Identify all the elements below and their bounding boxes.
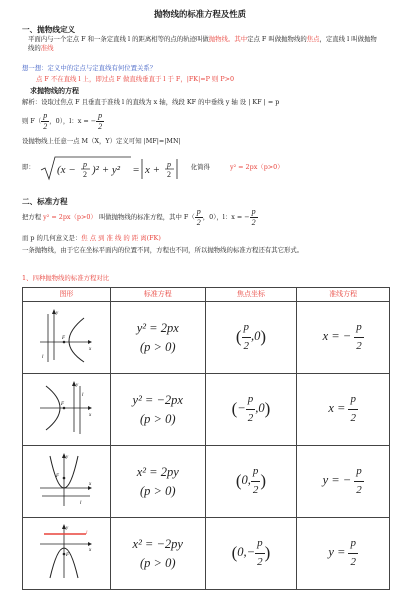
focus-cell: ( $\frac{p}{2}$ ,0)	[205, 302, 297, 374]
svg-text:l: l	[42, 354, 44, 360]
equation: y² = 2px	[136, 321, 179, 336]
def-text-1: 平面内与一个定点 F 和一条定直线 l 的距离相等的点的轨迹叫做	[28, 35, 209, 43]
svg-text:2: 2	[82, 170, 87, 179]
graph-down-opening	[23, 518, 111, 590]
derive-line-1: 解析：设取过焦点 F 且垂直于准线 l 的直线为 x 轴，线段 KF 的中垂线 y 轴 设 | KF | = p	[22, 98, 280, 106]
svg-text:x: x	[89, 346, 92, 352]
def-highlight-directrix: 准线	[40, 44, 54, 53]
svg-text:p: p	[82, 160, 87, 169]
svg-text:y: y	[76, 382, 79, 388]
think-answer: 点 F 不在直线 l 上，即过点 F 做直线垂直于 l 于 F，|FK|=P 则 P>0	[36, 75, 235, 83]
graph-right-opening	[23, 302, 111, 374]
svg-text:F: F	[56, 473, 60, 479]
definition-paragraph	[28, 35, 383, 54]
header-directrix: 准线方程	[297, 288, 390, 302]
def-highlight-focus: 焦点	[306, 35, 320, 43]
header-focus: 焦点坐标	[205, 288, 297, 302]
header-equation: 标准方程	[110, 288, 205, 302]
p-meaning-line	[22, 234, 161, 243]
graph-left-opening	[23, 374, 111, 446]
derive-2a: 则 F（	[22, 116, 42, 125]
directrix-cell: y = − $\frac{p}{2}$	[297, 446, 390, 518]
derive-4b: 化简得	[190, 163, 210, 172]
table-row	[23, 374, 390, 446]
svg-text:x: x	[89, 481, 92, 487]
table-row	[23, 446, 390, 518]
focus-cell: (0, $\frac{p}{2}$ )	[205, 446, 297, 518]
parabola-left-graph	[36, 378, 96, 436]
svg-text:F: F	[66, 552, 70, 558]
svg-text:=: =	[132, 164, 139, 176]
svg-text:p: p	[166, 160, 171, 169]
condition: (p > 0)	[139, 339, 176, 354]
fraction-p-over-2: $\frac{p}{2}$	[251, 207, 256, 227]
s2-line2a: 而 p 的几何意义是：	[22, 234, 82, 242]
directrix: x = −	[322, 329, 352, 344]
equation-cell	[110, 374, 205, 446]
derive-heading: 求抛物线的方程	[30, 87, 79, 95]
table-row	[23, 518, 390, 590]
s2-p-meaning: 焦 点 到 准 线 的 距 离(FK)	[81, 234, 161, 242]
fraction-p-over-2: $\frac{p}{2}$	[98, 111, 103, 131]
derive-4a: 即：	[22, 163, 35, 172]
table-row	[23, 302, 390, 374]
svg-text:l: l	[80, 500, 82, 506]
equation-cell	[110, 518, 205, 590]
standard-equations-table	[22, 287, 390, 590]
s2-line1d: ，0），l：x = −	[202, 212, 250, 221]
s2-standard-equation: y² = 2px（p>0）	[43, 212, 97, 221]
distance-equation-formula	[39, 155, 189, 181]
directrix: y =	[328, 545, 346, 560]
parabola-up-graph	[36, 450, 96, 508]
page-title: 抛物线的标准方程及性质	[153, 9, 247, 19]
derive-2b: ，0），l：x = −	[49, 116, 97, 125]
condition: (p > 0)	[139, 411, 176, 426]
def-text-4: ，定直线 l 叫做抛物线的	[28, 35, 377, 53]
derive-line-4	[22, 155, 284, 181]
directrix-cell: x = − $\frac{p}{2}$	[297, 302, 390, 374]
header-graph: 图形	[23, 288, 111, 302]
def-text-3: 定点 F 叫做抛物线的	[247, 35, 307, 43]
condition: (p > 0)	[139, 555, 176, 570]
other-forms-paragraph: 一条抛物线，由于它在坐标平面内的位置不同，方程也不同，所以抛物线的标准方程还有其它形式。	[22, 246, 304, 254]
svg-text:F: F	[61, 401, 65, 407]
equation: x² = 2py	[136, 465, 179, 480]
svg-text:2: 2	[166, 170, 171, 179]
derive-line-2	[22, 112, 104, 131]
directrix: x =	[328, 401, 346, 416]
svg-text:x: x	[89, 547, 92, 553]
svg-text:y: y	[66, 454, 69, 460]
derive-result: y² = 2px（p>0）	[229, 163, 284, 172]
think-question: 想一想：定义中的定点与定直线有何位置关系？	[22, 64, 157, 72]
svg-text:x: x	[89, 412, 92, 418]
equation-cell	[110, 446, 205, 518]
table-header-row	[23, 288, 390, 302]
svg-text:y: y	[56, 310, 59, 316]
comparison-list-title: 1、四种抛物线的标准方程对比	[22, 274, 110, 282]
equation: x² = −2py	[132, 537, 183, 552]
def-highlight-parabola: 抛物线。	[208, 35, 235, 43]
svg-text:)² + y²: )² + y²	[91, 164, 120, 176]
svg-text:(x −: (x −	[56, 164, 76, 176]
section-2-heading: 二、标准方程	[22, 197, 68, 206]
def-text-2: 其中	[234, 35, 248, 43]
svg-text:y: y	[66, 525, 69, 531]
directrix-cell: y = $\frac{p}{2}$	[297, 518, 390, 590]
svg-text:l: l	[82, 392, 84, 398]
directrix-cell: x = $\frac{p}{2}$	[297, 374, 390, 446]
parabola-down-graph	[36, 522, 96, 580]
fraction-p-over-2: $\frac{p}{2}$	[43, 111, 48, 131]
fraction-p-over-2: $\frac{p}{2}$	[196, 207, 201, 227]
directrix: y = −	[322, 473, 352, 488]
section-1-heading: 一、抛物线定义	[22, 25, 76, 34]
focus-cell: (− $\frac{p}{2}$ ,0)	[205, 374, 297, 446]
svg-text:x +: x +	[144, 164, 160, 176]
parabola-right-graph	[36, 306, 96, 364]
equation: y² = −2px	[132, 393, 183, 408]
condition: (p > 0)	[139, 483, 176, 498]
graph-up-opening	[23, 446, 111, 518]
standard-eq-line-1	[22, 208, 258, 227]
s2-line1c: 叫做抛物线的标准方程，其中 F（	[98, 212, 195, 221]
derive-line-3: 设抛物线上任意一点 M（X，Y）定义可知 |MF|=|MN|	[22, 137, 181, 145]
svg-text:l: l	[86, 530, 88, 536]
focus-cell: (0,− $\frac{p}{2}$ )	[205, 518, 297, 590]
s2-line1a: 把方程	[22, 212, 42, 221]
equation-cell	[110, 302, 205, 374]
svg-text:F: F	[62, 335, 66, 341]
